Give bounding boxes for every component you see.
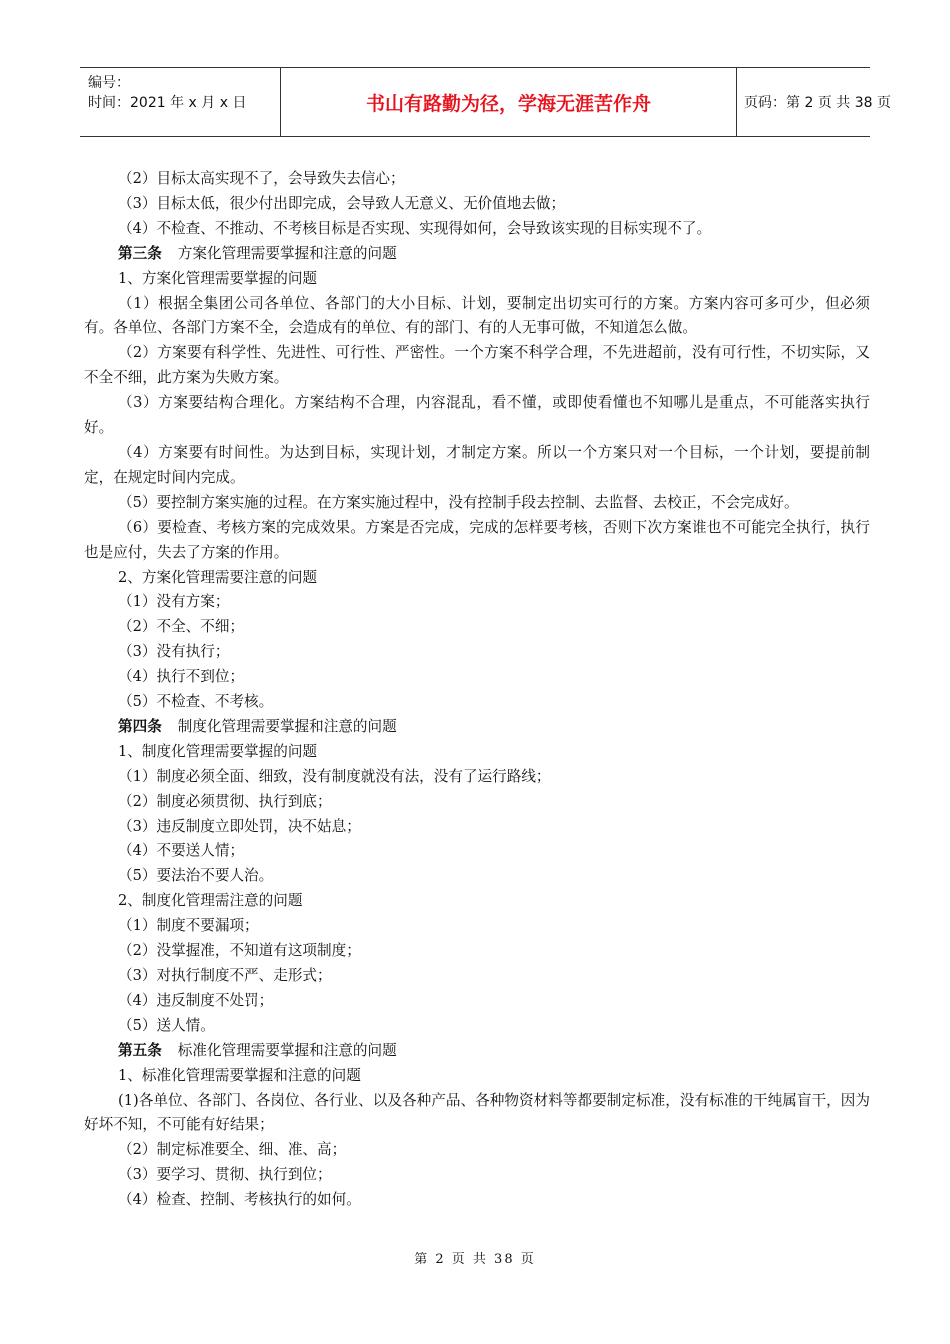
header-meta <box>80 68 280 136</box>
list-item: （4）不检查、不推动、不考核目标是否实现、实现得如何，会导致该实现的目标实现不了。 <box>118 219 712 237</box>
paragraph: （2）方案要有科学性、先进性、可行性、严密性。一个方案不科学合理，不先进超前，没有可行性，不切实际，又不全不细，此方案为失败方案。 <box>84 344 870 387</box>
article-title: 标准化管理需要掌握和注意的问题 <box>177 1041 397 1059</box>
paragraph: （5）要控制方案实施的过程。在方案实施过程中，没有控制手段去控制、去监督、去校正，不会完成好。 <box>118 493 799 511</box>
list-item: （1）制度必须全面、细致，没有制度就没有法，没有了运行路线； <box>118 767 551 785</box>
article-heading <box>84 1039 870 1064</box>
header-motto-cell <box>280 68 737 136</box>
page-footer: 第 2 页 共 38 页 <box>414 1252 536 1267</box>
header-motto: 书山有路勤为径，学海无涯苦作舟 <box>365 92 651 115</box>
list-item: （2）没掌握准，不知道有这项制度； <box>118 942 361 960</box>
document-number-label: 编号： <box>88 75 130 91</box>
page-header <box>80 67 891 137</box>
list-item: （1）没有方案； <box>118 593 230 611</box>
article-heading <box>84 715 870 740</box>
article-title: 制度化管理需要掌握和注意的问题 <box>177 717 397 735</box>
list-item: （5）送人情。 <box>118 1016 215 1034</box>
paragraph: （6）要检查、考核方案的完成效果。方案是否完成，完成的怎样要考核，否则下次方案谁也不可能完全执行，执行也是应付，失去了方案的作用。 <box>84 518 870 561</box>
list-item: （2）目标太高实现不了，会导致失去信心； <box>118 170 405 187</box>
header-page-number: 页码：第 2 页 共 38 页 <box>744 95 891 111</box>
paragraph: （1）根据全集团公司各单位、各部门的大小目标、计划，要制定出切实可行的方案。方案内容可多可少，但必须有。各单位、各部门方案不全，会造成有的单位、有的部门、有的人无事可做，不知道怎么做。 <box>84 294 870 337</box>
paragraph: (1)各单位、各部门、各岗位、各行业、以及各种产品、各种物资材料等都要制定标准，没有标准的干纯属盲干，因为好坏不知，不可能有好结果； <box>84 1091 870 1134</box>
list-item: （3）没有执行； <box>118 643 230 661</box>
document-body <box>84 167 870 1213</box>
list-item: （4）执行不到位； <box>118 668 245 686</box>
list-item: （4）违反制度不处罚； <box>118 991 274 1009</box>
document-date: 时间：2021 年 x 月 x 日 <box>88 95 247 111</box>
list-item: （3）要学习、贯彻、执行到位； <box>118 1166 332 1184</box>
list-item: 2、制度化管理需注意的问题 <box>118 892 303 910</box>
list-item: （5）要法治不要人治。 <box>118 867 274 885</box>
article-title: 方案化管理需要掌握和注意的问题 <box>177 244 397 262</box>
list-item: （3）目标太低，很少付出即完成，会导致人无意义、无价值地去做； <box>118 194 566 212</box>
article-number: 第三条 <box>118 244 162 262</box>
article-heading <box>84 242 870 267</box>
list-item: 2、方案化管理需要注意的问题 <box>118 568 318 586</box>
header-page-cell <box>736 68 891 136</box>
article-number: 第五条 <box>118 1041 162 1059</box>
list-item: （2）制度必须贯彻、执行到底； <box>118 792 332 810</box>
paragraph: （4）方案要有时间性。为达到目标，实现计划，才制定方案。所以一个方案只对一个目标，一个计划，要提前制定，在规定时间内完成。 <box>84 443 870 486</box>
article-number: 第四条 <box>118 717 162 735</box>
list-item: （1）制度不要漏项； <box>118 917 259 935</box>
list-item: （4）不要送人情； <box>118 842 245 860</box>
paragraph: （3）方案要结构合理化。方案结构不合理，内容混乱，看不懂，或即使看懂也不知哪儿是重点，不可能落实执行好。 <box>84 394 870 437</box>
list-item: （2）不全、不细； <box>118 618 245 636</box>
list-item: （2）制定标准要全、细、准、高； <box>118 1141 347 1159</box>
list-item: （4）检查、控制、考核执行的如何。 <box>118 1191 361 1209</box>
list-item: （3）违反制度立即处罚，决不姑息； <box>118 817 361 835</box>
list-item: 1、标准化管理需要掌握和注意的问题 <box>118 1066 361 1084</box>
list-item: 1、方案化管理需要掌握的问题 <box>118 269 318 287</box>
list-item: 1、制度化管理需要掌握的问题 <box>118 742 318 760</box>
list-item: （5）不检查、不考核。 <box>118 693 274 711</box>
list-item: （3）对执行制度不严、走形式； <box>118 967 332 984</box>
